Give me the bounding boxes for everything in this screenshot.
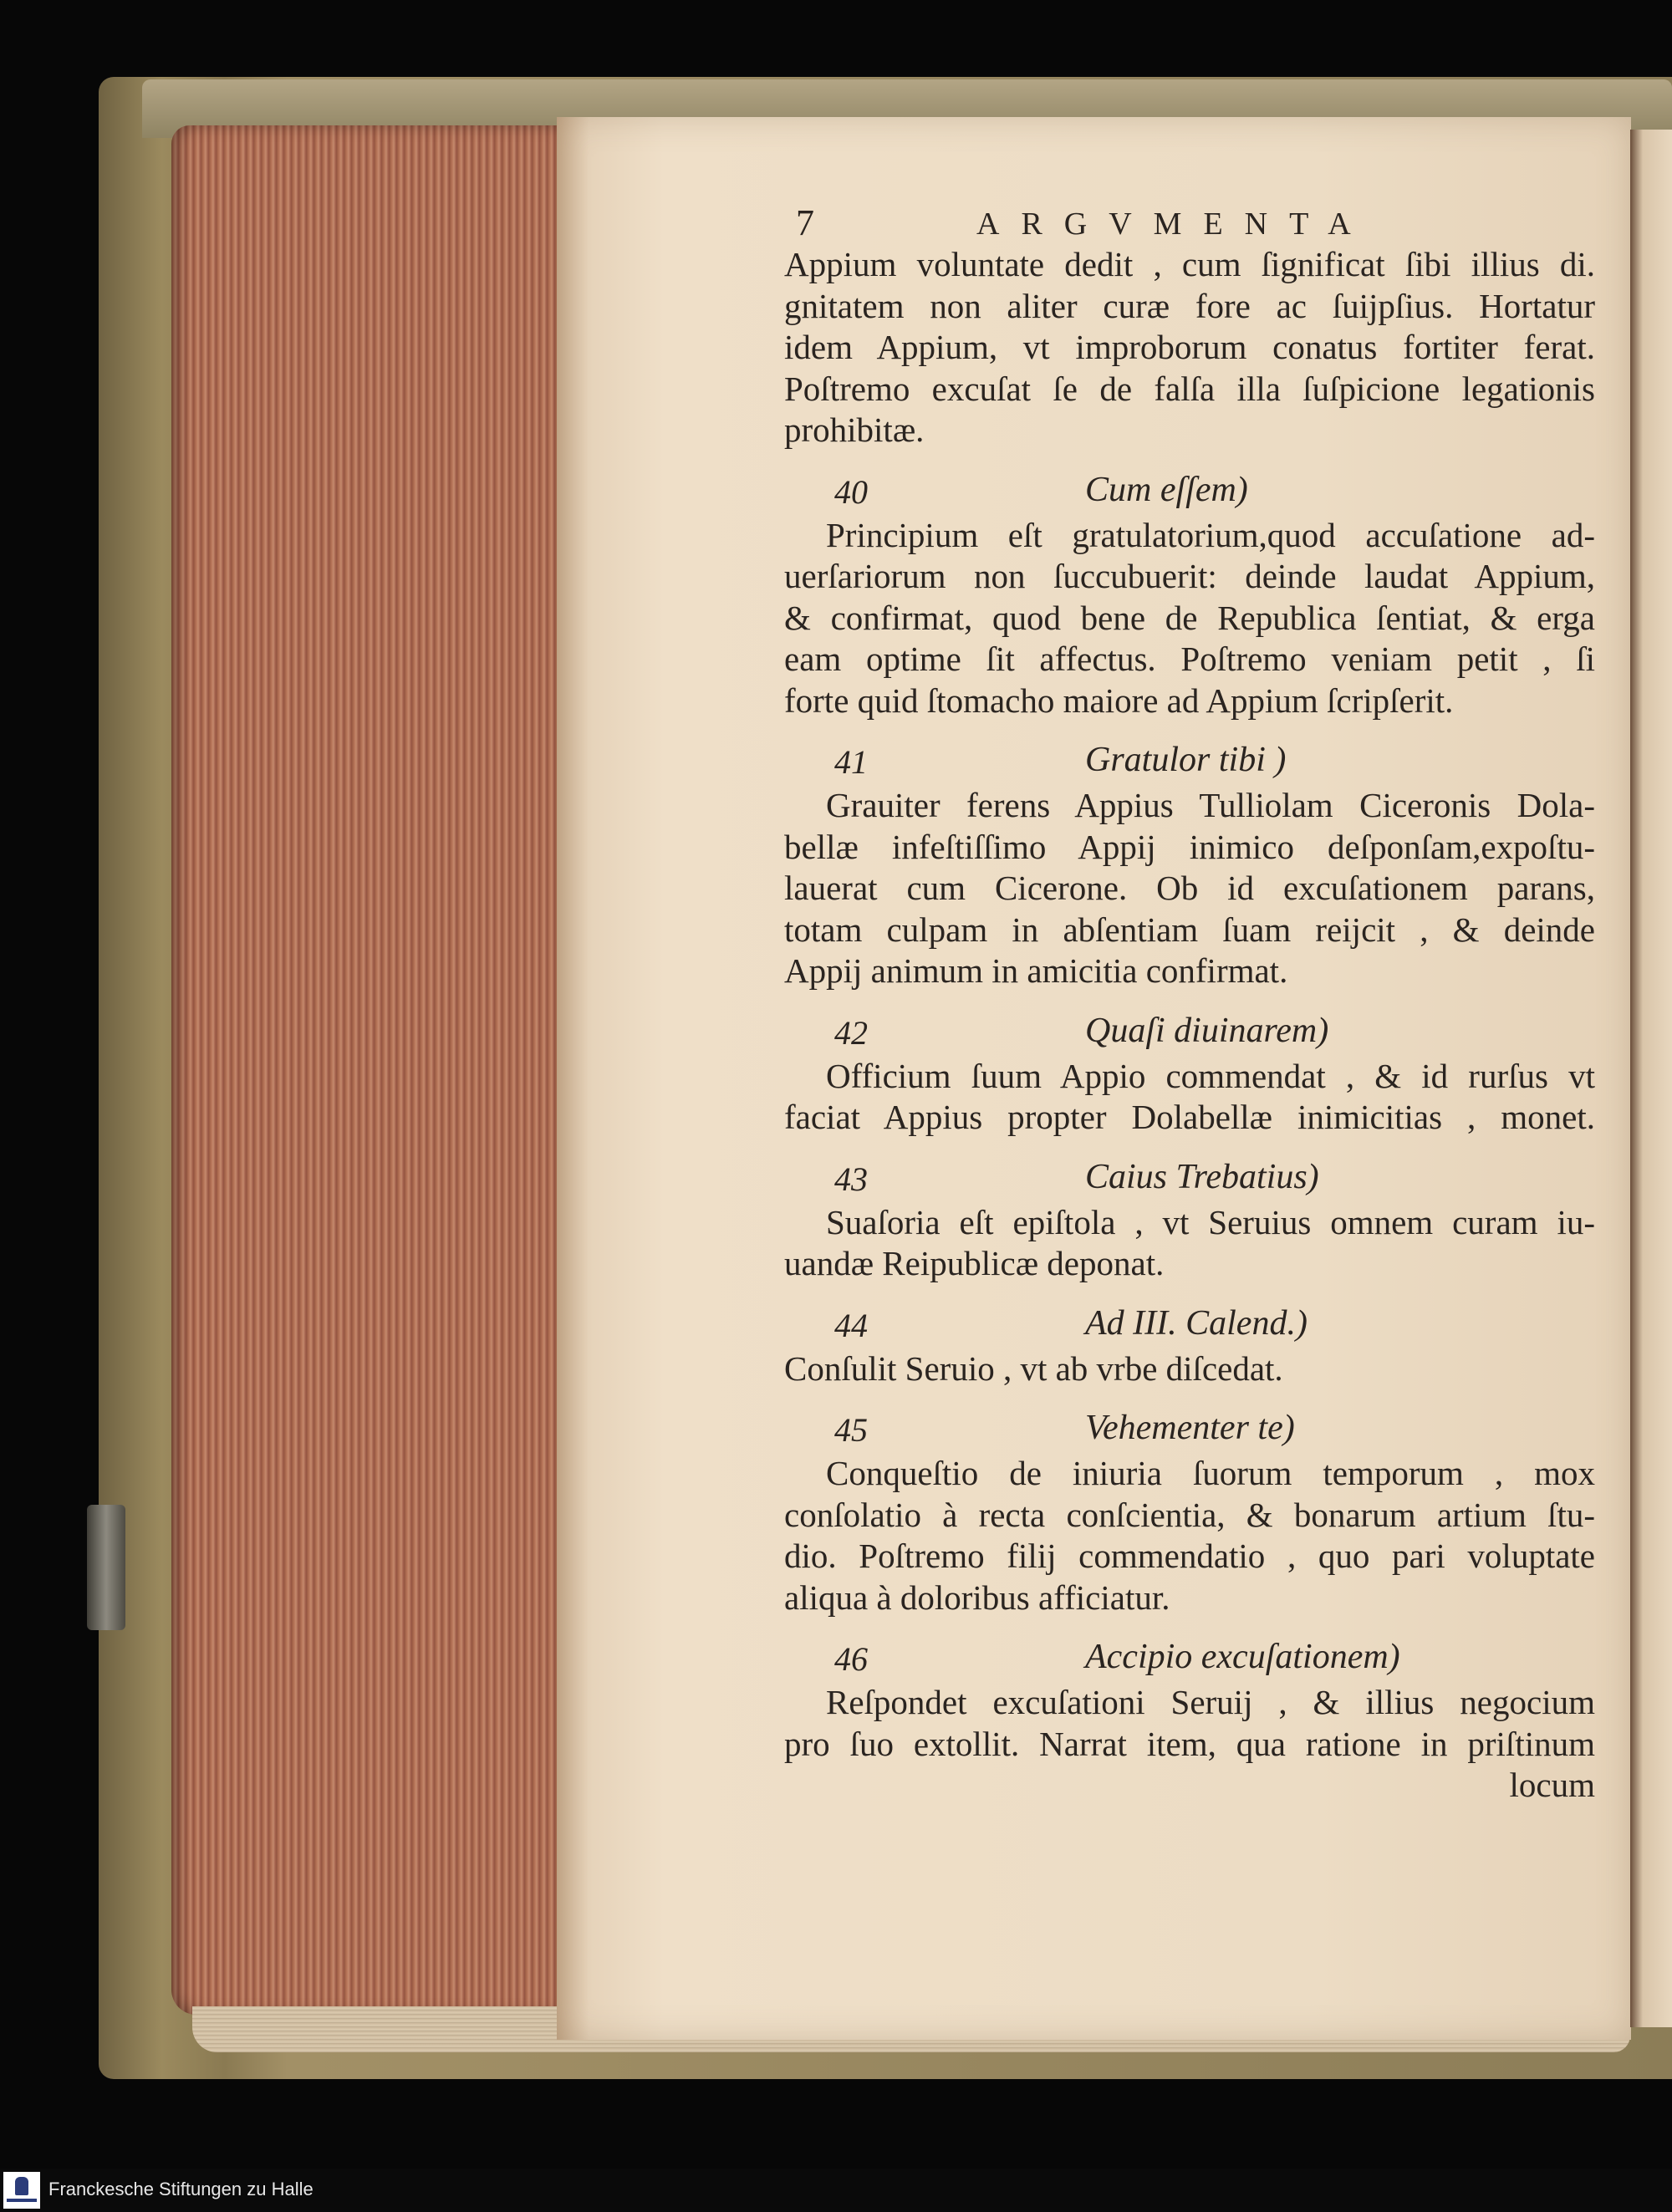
text-line: aliqua à doloribus afficiatur.	[784, 1577, 1170, 1617]
entry-heading	[784, 468, 1595, 515]
argument-entry	[784, 1009, 1595, 1139]
text-line: lauerat cum Cicerone. Ob id excuſationem parans,	[784, 869, 1595, 907]
text-line: conſolatio à recta conſcientia, & bonarum artium ſtu-	[784, 1495, 1595, 1534]
text-line: eam optime ſit affectus. Poſtremo veniam petit , ſi	[784, 640, 1595, 678]
catchword: locum	[1509, 1766, 1595, 1804]
opening-paragraph	[784, 244, 1595, 451]
running-head: ARGVMENTA	[976, 206, 1373, 242]
entry-heading	[784, 1155, 1595, 1202]
entry-incipit: Accipio excuſationem)	[1085, 1638, 1400, 1676]
institution-name: Franckesche Stiftungen zu Halle	[48, 2179, 314, 2199]
text-line: & confirmat, quod bene de Republica ſentiat, & erga	[784, 598, 1595, 637]
facing-page-edge	[1630, 130, 1672, 2027]
text-line: prohibitæ.	[784, 410, 925, 449]
text-line: Appij animum in amicitia confirmat.	[784, 951, 1288, 990]
entry-number: 40	[834, 472, 868, 511]
text-line: Poſtremo excuſat ſe de falſa illa ſuſpicione legationis	[784, 369, 1595, 408]
entry-incipit: Vehementer te)	[1085, 1409, 1295, 1447]
entry-heading	[784, 1635, 1595, 1682]
argument-entry	[784, 738, 1595, 992]
entry-number: 45	[834, 1411, 868, 1449]
entry-number: 41	[834, 743, 868, 781]
entry-heading	[784, 1009, 1595, 1056]
text-line: idem Appium, vt improborum conatus fortiter ferat.	[784, 328, 1595, 366]
text-line: Principium eſt gratulatorium,quod accuſatione ad-	[826, 515, 1595, 554]
text-line: dio. Poſtremo filij commendatio , quo pari voluptate	[784, 1537, 1595, 1575]
text-line: Grauiter ferens Appius Tulliolam Ciceronis Dola-	[826, 786, 1595, 824]
text-line: pro ſuo extollit. Narrat item, qua ratione in priſtinum	[784, 1724, 1595, 1763]
viewer-footer	[0, 2169, 1672, 2212]
entry-heading	[784, 1302, 1595, 1348]
entry-heading	[784, 738, 1595, 785]
page-block-edge	[171, 125, 560, 2015]
book-clasp	[87, 1505, 125, 1630]
text-line: faciat Appius propter Dolabellæ inimicitias , monet.	[784, 1098, 1595, 1136]
entry-incipit: Ad III. Calend.)	[1085, 1303, 1308, 1343]
entry-number: 43	[834, 1160, 868, 1198]
page-number: 7	[796, 202, 814, 243]
argument-entry	[784, 468, 1595, 722]
text-line: bellæ infeſtiſſimo Appij inimico deſponſam,expoſtu-	[784, 827, 1595, 866]
entry-incipit: Gratulor tibi )	[1085, 741, 1287, 779]
text-line: totam culpam in abſentiam ſuam reijcit , & deinde	[784, 910, 1595, 949]
text-line: forte quid ſtomacho maiore ad Appium ſcripſerit.	[784, 680, 1454, 720]
entry-incipit: Caius Trebatius)	[1085, 1157, 1319, 1196]
text-line: Appium voluntate dedit , cum ſignificat ſibi illius di.	[784, 245, 1595, 283]
entry-number: 44	[834, 1306, 868, 1344]
page-text	[784, 194, 1595, 1807]
text-line: uerſariorum non ſuccubuerit: deinde laudat Appium,	[784, 557, 1595, 595]
argument-entry	[784, 1155, 1595, 1285]
entry-heading	[784, 1406, 1595, 1453]
text-line: gnitatem non aliter curæ fore ac ſuijpſius. Hortatur	[784, 286, 1595, 325]
argument-entry	[784, 1635, 1595, 1807]
text-line: uandæ Reipublicæ deponat.	[784, 1244, 1165, 1282]
entry-number: 46	[834, 1640, 868, 1678]
text-line: Reſpondet excuſationi Seruij , & illius negocium	[826, 1683, 1595, 1721]
entry-number: 42	[834, 1013, 868, 1052]
text-line: Officium ſuum Appio commendat , & id rurſus vt	[826, 1056, 1595, 1095]
entry-incipit: Cum eſſem)	[1085, 470, 1248, 509]
text-line: Suaſoria eſt epiſtola , vt Seruius omnem curam iu-	[826, 1202, 1595, 1241]
entry-incipit: Quaſi diuinarem)	[1085, 1011, 1329, 1050]
argument-entry	[784, 1302, 1595, 1390]
text-line: Conſulit Seruio , vt ab vrbe diſcedat.	[784, 1348, 1283, 1388]
page-header	[784, 194, 1595, 242]
argument-entry	[784, 1406, 1595, 1618]
institution-logo-icon	[3, 2172, 40, 2209]
text-line: Conqueſtio de iniuria ſuorum temporum , mox	[826, 1454, 1595, 1492]
